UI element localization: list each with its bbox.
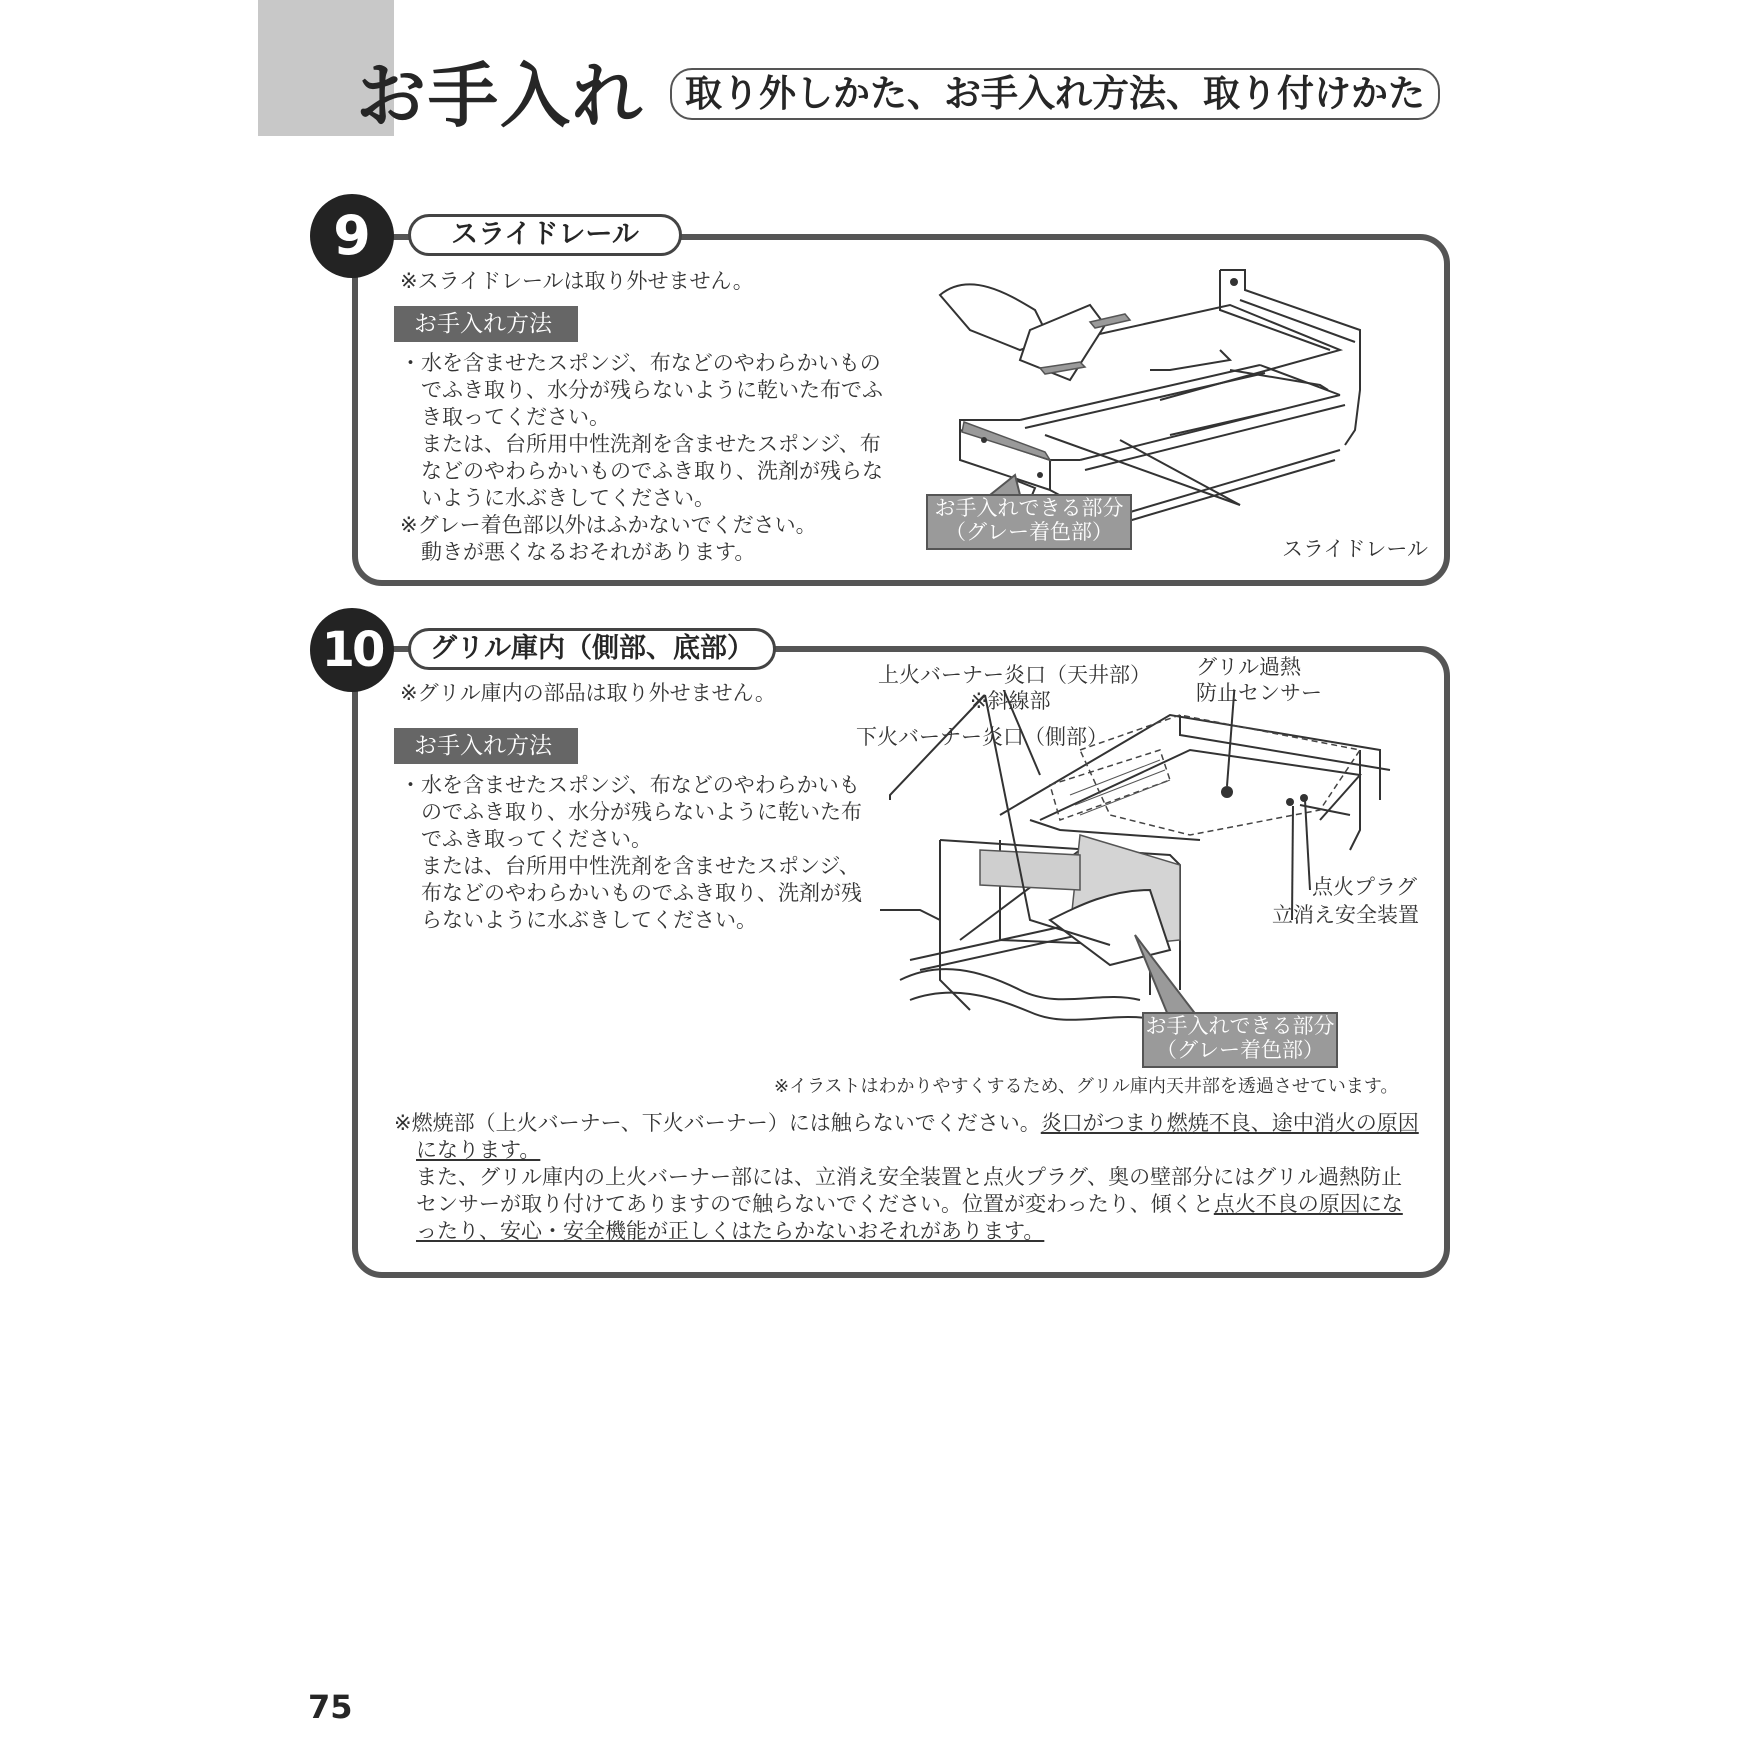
instruction-line: でふき取ってください。 [400,827,652,851]
callout-line: お手入れできる部分 [934,496,1124,520]
ignition-plug-label: 点火プラグ [1312,875,1417,899]
instruction-line: き取ってください。 [400,405,610,429]
instruction-line: でふき取り、水分が残らないように乾いた布でふ [400,378,883,402]
lower-burner-label: 下火バーナー炎口（側部） [856,725,1108,749]
page-title: お手入れ [356,55,644,137]
instruction-line: いように水ぶきしてください。 [400,486,715,510]
section-9-method-label: お手入れ方法 [394,306,578,342]
section-10-instructions [400,772,862,934]
section-10-number: 10 [310,608,394,692]
instruction-line: ※グレー着色部以外はふかないでください。 [400,513,817,537]
warning-line [394,1137,1414,1164]
warning-line [394,1110,1419,1137]
section-10-callout [1142,1012,1338,1068]
callout-line: （グレー着色部） [1156,1038,1324,1062]
warning-line [394,1191,1414,1218]
instruction-line: 動きが悪くなるおそれがあります。 [400,540,756,564]
instruction-line: らないように水ぶきしてください。 [400,908,757,932]
overheat-sensor-label: グリル過熱 [1196,655,1301,679]
slide-rail-label: スライドレール [1282,537,1428,561]
warning-underlined-text: ったり、安心・安全機能が正しくはたらかないおそれがあります。 [416,1219,1045,1243]
section-10-method-label: お手入れ方法 [394,728,578,764]
upper-burner-sublabel: ※斜線部 [970,689,1051,713]
warning-text: ※燃焼部（上火バーナー、下火バーナー）には触らないでください。 [394,1111,1041,1135]
overheat-sensor-sublabel: 防止センサー [1196,681,1322,705]
section-10-warning [394,1110,1419,1245]
section-9-callout [926,494,1132,550]
instruction-line: 布などのやわらかいものでふき取り、洗剤が残 [400,881,862,905]
upper-burner-label: 上火バーナー炎口（天井部） [878,663,1151,687]
section-10-note: ※グリル庫内の部品は取り外せません。 [400,681,776,705]
warning-underlined-text: 炎口がつまり燃焼不良、途中消火の原因 [1040,1111,1419,1135]
instruction-line: ・水を含ませたスポンジ、布などのやわらかいもの [400,351,881,375]
section-9-title: スライドレール [408,214,682,256]
section-9-note: ※スライドレールは取り外せません。 [400,269,754,293]
warning-underlined-text: になります。 [416,1138,541,1162]
illustration-note: ※イラストはわかりやすくするため、グリル庫内天井部を透過させています。 [774,1076,1399,1097]
section-10-title: グリル庫内（側部、底部） [408,628,776,670]
section-9-instructions [400,350,883,566]
warning-text: センサーが取り付けてありますので触らないでください。位置が変わったり、傾くと [416,1192,1214,1216]
safety-device-label: 立消え安全装置 [1272,903,1419,927]
warning-underlined-text: 点火不良の原因にな [1213,1192,1403,1216]
instruction-line: ・水を含ませたスポンジ、布などのやわらかいも [400,773,860,797]
warning-line: また、グリル庫内の上火バーナー部には、立消え安全装置と点火プラグ、奥の壁部分にはグリル過熱防止 [416,1165,1403,1189]
page-number: 75 [308,1688,353,1726]
warning-line [394,1218,1414,1245]
instruction-line: または、台所用中性洗剤を含ませたスポンジ、布 [400,432,881,456]
instruction-line: または、台所用中性洗剤を含ませたスポンジ、 [400,854,860,878]
callout-line: （グレー着色部） [945,520,1113,544]
callout-line: お手入れできる部分 [1145,1014,1335,1038]
section-9-number: 9 [310,194,394,278]
subtitle-pill [670,68,1440,120]
instruction-line: などのやわらかいものでふき取り、洗剤が残らな [400,459,883,483]
page-subtitle: 取り外しかた、お手入れ方法、取り付けかた [685,72,1425,115]
instruction-line: のでふき取り、水分が残らないように乾いた布 [400,800,862,824]
